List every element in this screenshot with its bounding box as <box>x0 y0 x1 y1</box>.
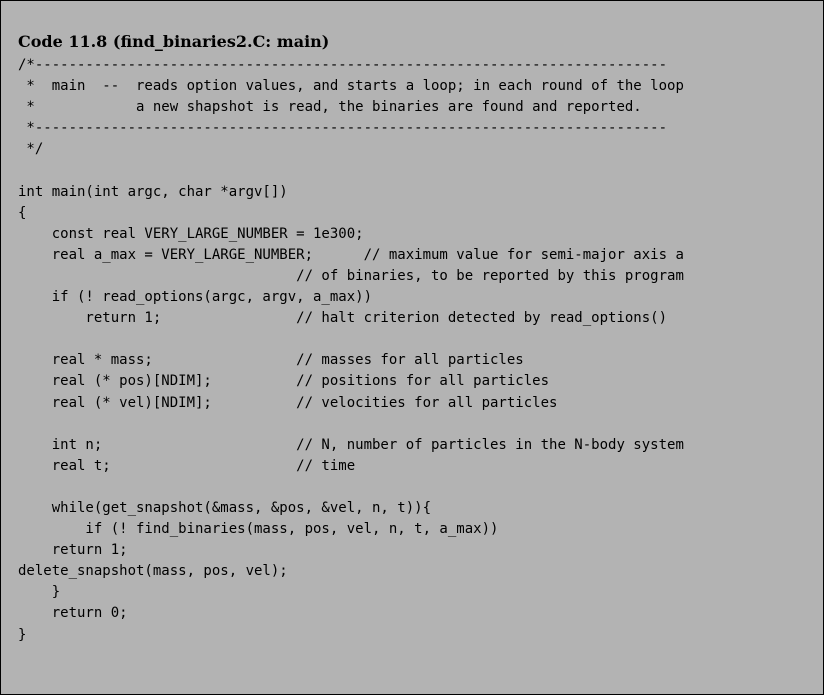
code-line-text: real * mass; // masses for all particles <box>18 352 524 369</box>
code-line-text: return 1; <box>18 542 128 559</box>
code-line-text: delete_snapshot(mass, pos, vel); <box>18 563 288 580</box>
code-line <box>18 498 684 519</box>
code-line <box>18 182 684 203</box>
code-line-text: if (! find_binaries(mass, pos, vel, n, t, a_max)) <box>18 521 499 538</box>
code-line <box>18 287 684 308</box>
code-line-text: return 0; <box>18 605 128 622</box>
code-line-text: * main -- reads option values, and starts a loop; in each round of the loop <box>18 78 684 95</box>
code-line-text: *--------------------------------------------------------------------------- <box>18 120 668 137</box>
code-line-text: /*--------------------------------------------------------------------------- <box>18 57 668 73</box>
code-line-text: } <box>18 584 61 601</box>
code-line-text: int n; // N, number of particles in the N-body system <box>18 436 684 453</box>
code-line-blank <box>18 477 684 498</box>
code-line <box>18 76 684 97</box>
code-line <box>18 519 684 540</box>
code-line <box>18 393 684 414</box>
code-line <box>18 203 684 224</box>
code-line-text: real (* pos)[NDIM]; // positions for all particles <box>18 373 550 390</box>
code-line <box>18 55 684 76</box>
code-line <box>18 625 684 646</box>
code-line <box>18 245 684 266</box>
code-line <box>18 540 684 561</box>
code-line-text: } <box>18 626 27 643</box>
code-line-text: return 1; // halt criterion detected by read_options() <box>18 310 668 327</box>
code-line <box>18 266 684 287</box>
code-line <box>18 118 684 139</box>
code-line <box>18 308 684 329</box>
code-line-blank <box>18 160 684 181</box>
code-line <box>18 582 684 603</box>
code-line-text: const real VERY_LARGE_NUMBER = 1e300; <box>18 225 364 242</box>
code-line <box>18 561 684 582</box>
code-listing-title: Code 11.8 (find_binaries2.C: main) <box>18 32 330 51</box>
code-line <box>18 139 684 160</box>
code-line-text: { <box>18 204 27 221</box>
code-line-text: real t; // time <box>18 457 356 474</box>
code-line <box>18 350 684 371</box>
code-line <box>18 435 684 456</box>
code-line <box>18 456 684 477</box>
code-line-blank <box>18 329 684 350</box>
code-line-text: // of binaries, to be reported by this program <box>18 267 684 284</box>
code-line-blank <box>18 414 684 435</box>
code-line <box>18 371 684 392</box>
code-listing-body <box>18 55 684 646</box>
code-line <box>18 97 684 118</box>
code-line-text: while(get_snapshot(&mass, &pos, &vel, n, t)){ <box>18 499 432 516</box>
code-line-text: int main(int argc, char *argv[]) <box>18 183 288 200</box>
code-line-text: */ <box>18 141 44 158</box>
code-line <box>18 603 684 624</box>
code-line-text: real a_max = VERY_LARGE_NUMBER; // maximum value for semi-major axis a <box>18 246 684 263</box>
code-line-text: if (! read_options(argc, argv, a_max)) <box>18 289 373 306</box>
code-line <box>18 224 684 245</box>
code-line-text: * a new shapshot is read, the binaries are found and reported. <box>18 99 642 116</box>
code-line-text: real (* vel)[NDIM]; // velocities for all particles <box>18 394 558 411</box>
